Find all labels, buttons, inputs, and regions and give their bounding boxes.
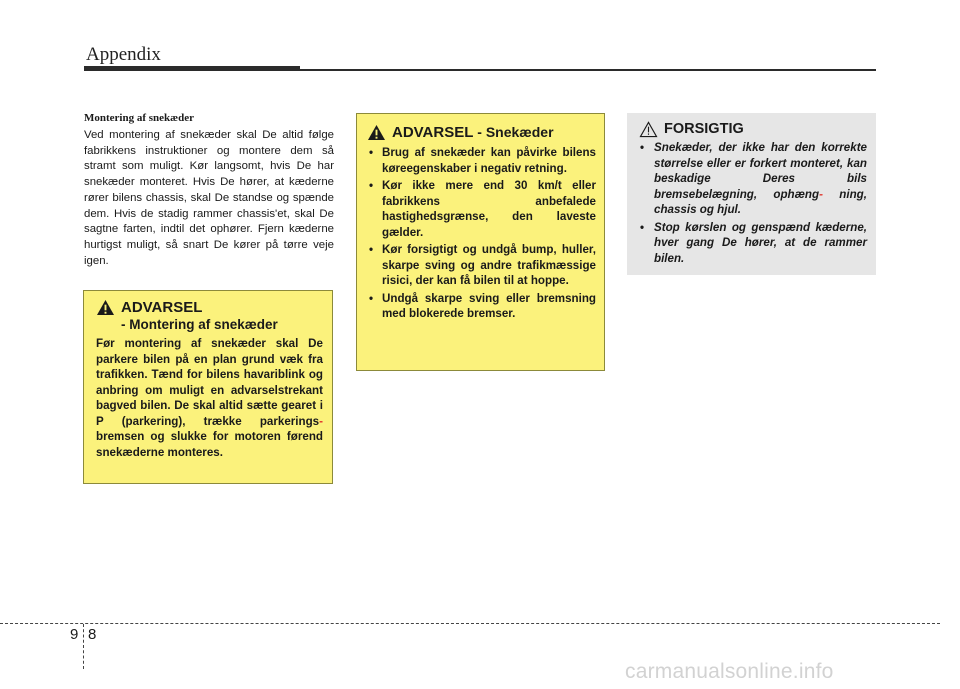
warning-title: ADVARSEL <box>392 124 474 141</box>
caution-text: ning, chassis og hjul. <box>654 187 867 216</box>
section-title: Montering af snekæder <box>84 112 194 124</box>
caution-box <box>627 113 876 275</box>
list-item <box>639 140 867 218</box>
caution-header <box>639 121 867 138</box>
page-section-number: 9 <box>70 626 79 643</box>
list-item: • Kør forsigtigt og undgå bump, huller, skarpe sving og andre trafikmæssige risici, der kan få bilen til at hoppe. <box>367 242 596 289</box>
warning-body-text: bremsen og slukke for motoren førend snekæderne monteres. <box>96 430 323 459</box>
list-item: • Brug af snekæder kan påvirke bilens køreegenskaber i negativ retning. <box>367 145 596 176</box>
warning-title: ADVARSEL <box>121 299 203 316</box>
footer-rule <box>0 623 940 624</box>
warning-subtitle: - Montering af snekæder <box>121 317 278 332</box>
header-rule-thin <box>300 69 876 71</box>
hyphen-mark: - <box>319 414 323 428</box>
warning-box-mounting <box>83 290 333 484</box>
caution-title: FORSIGTIG <box>664 121 744 137</box>
warning-body-text: Før montering af snekæder skal De parkere bilen på en plan grund væk fra trafikken. Tænd for bilens havariblink og anbring om muligt en advarselstrekant bagved bilen. De skal altid sætte gearet i P (parkering), trække parkerings <box>96 337 323 428</box>
warning-triangle-icon <box>367 124 386 141</box>
warning-list <box>367 145 596 322</box>
list-item: • Undgå skarpe sving eller bremsning med blokerede bremser. <box>367 291 596 322</box>
warning-triangle-icon <box>96 299 115 316</box>
warning-box-chains <box>356 113 605 371</box>
caution-triangle-icon <box>639 121 658 138</box>
page-header-title: Appendix <box>86 44 161 65</box>
warning-subtitle: - Snekæder <box>473 124 554 140</box>
caution-list <box>639 140 867 266</box>
warning-header <box>367 124 596 141</box>
list-item: • Stop kørslen og genspænd kæderne, hver gang De hører, at de rammer bilen. <box>639 220 867 267</box>
warning-header <box>96 299 323 333</box>
list-item: • Kør ikke mere end 30 km/t eller fabrikkens anbefalede hastighedsgrænse, den laveste gælder. <box>367 178 596 240</box>
caution-text: Snekæder, der ikke har den korrekte størrelse eller er forkert monteret, kan beskadige Deres bils bremsebelægning, ophæng <box>654 141 867 201</box>
hyphen-mark: - <box>819 187 823 201</box>
watermark-text: carmanualsonline.info <box>625 660 834 683</box>
section-body: Ved montering af snekæder skal De altid følge fabrikkens instruktioner og montere dem så stramt som muligt. Kør langsomt, hvis De har snekæder monteret. Hvis De hører, at kæderne rører bilens chassis, skal De standse og spænde dem. Hvis de stadig rammer chassis'et, skal De sagtne farten, indtil det ophører. Fjern kæderne hurtigst muligt, så snart De kører på tørre veje igen. <box>84 129 334 267</box>
header-rule-thick <box>84 66 300 71</box>
page-number: 8 <box>88 626 97 643</box>
warning-body <box>96 336 323 460</box>
footer-divider <box>83 624 84 669</box>
